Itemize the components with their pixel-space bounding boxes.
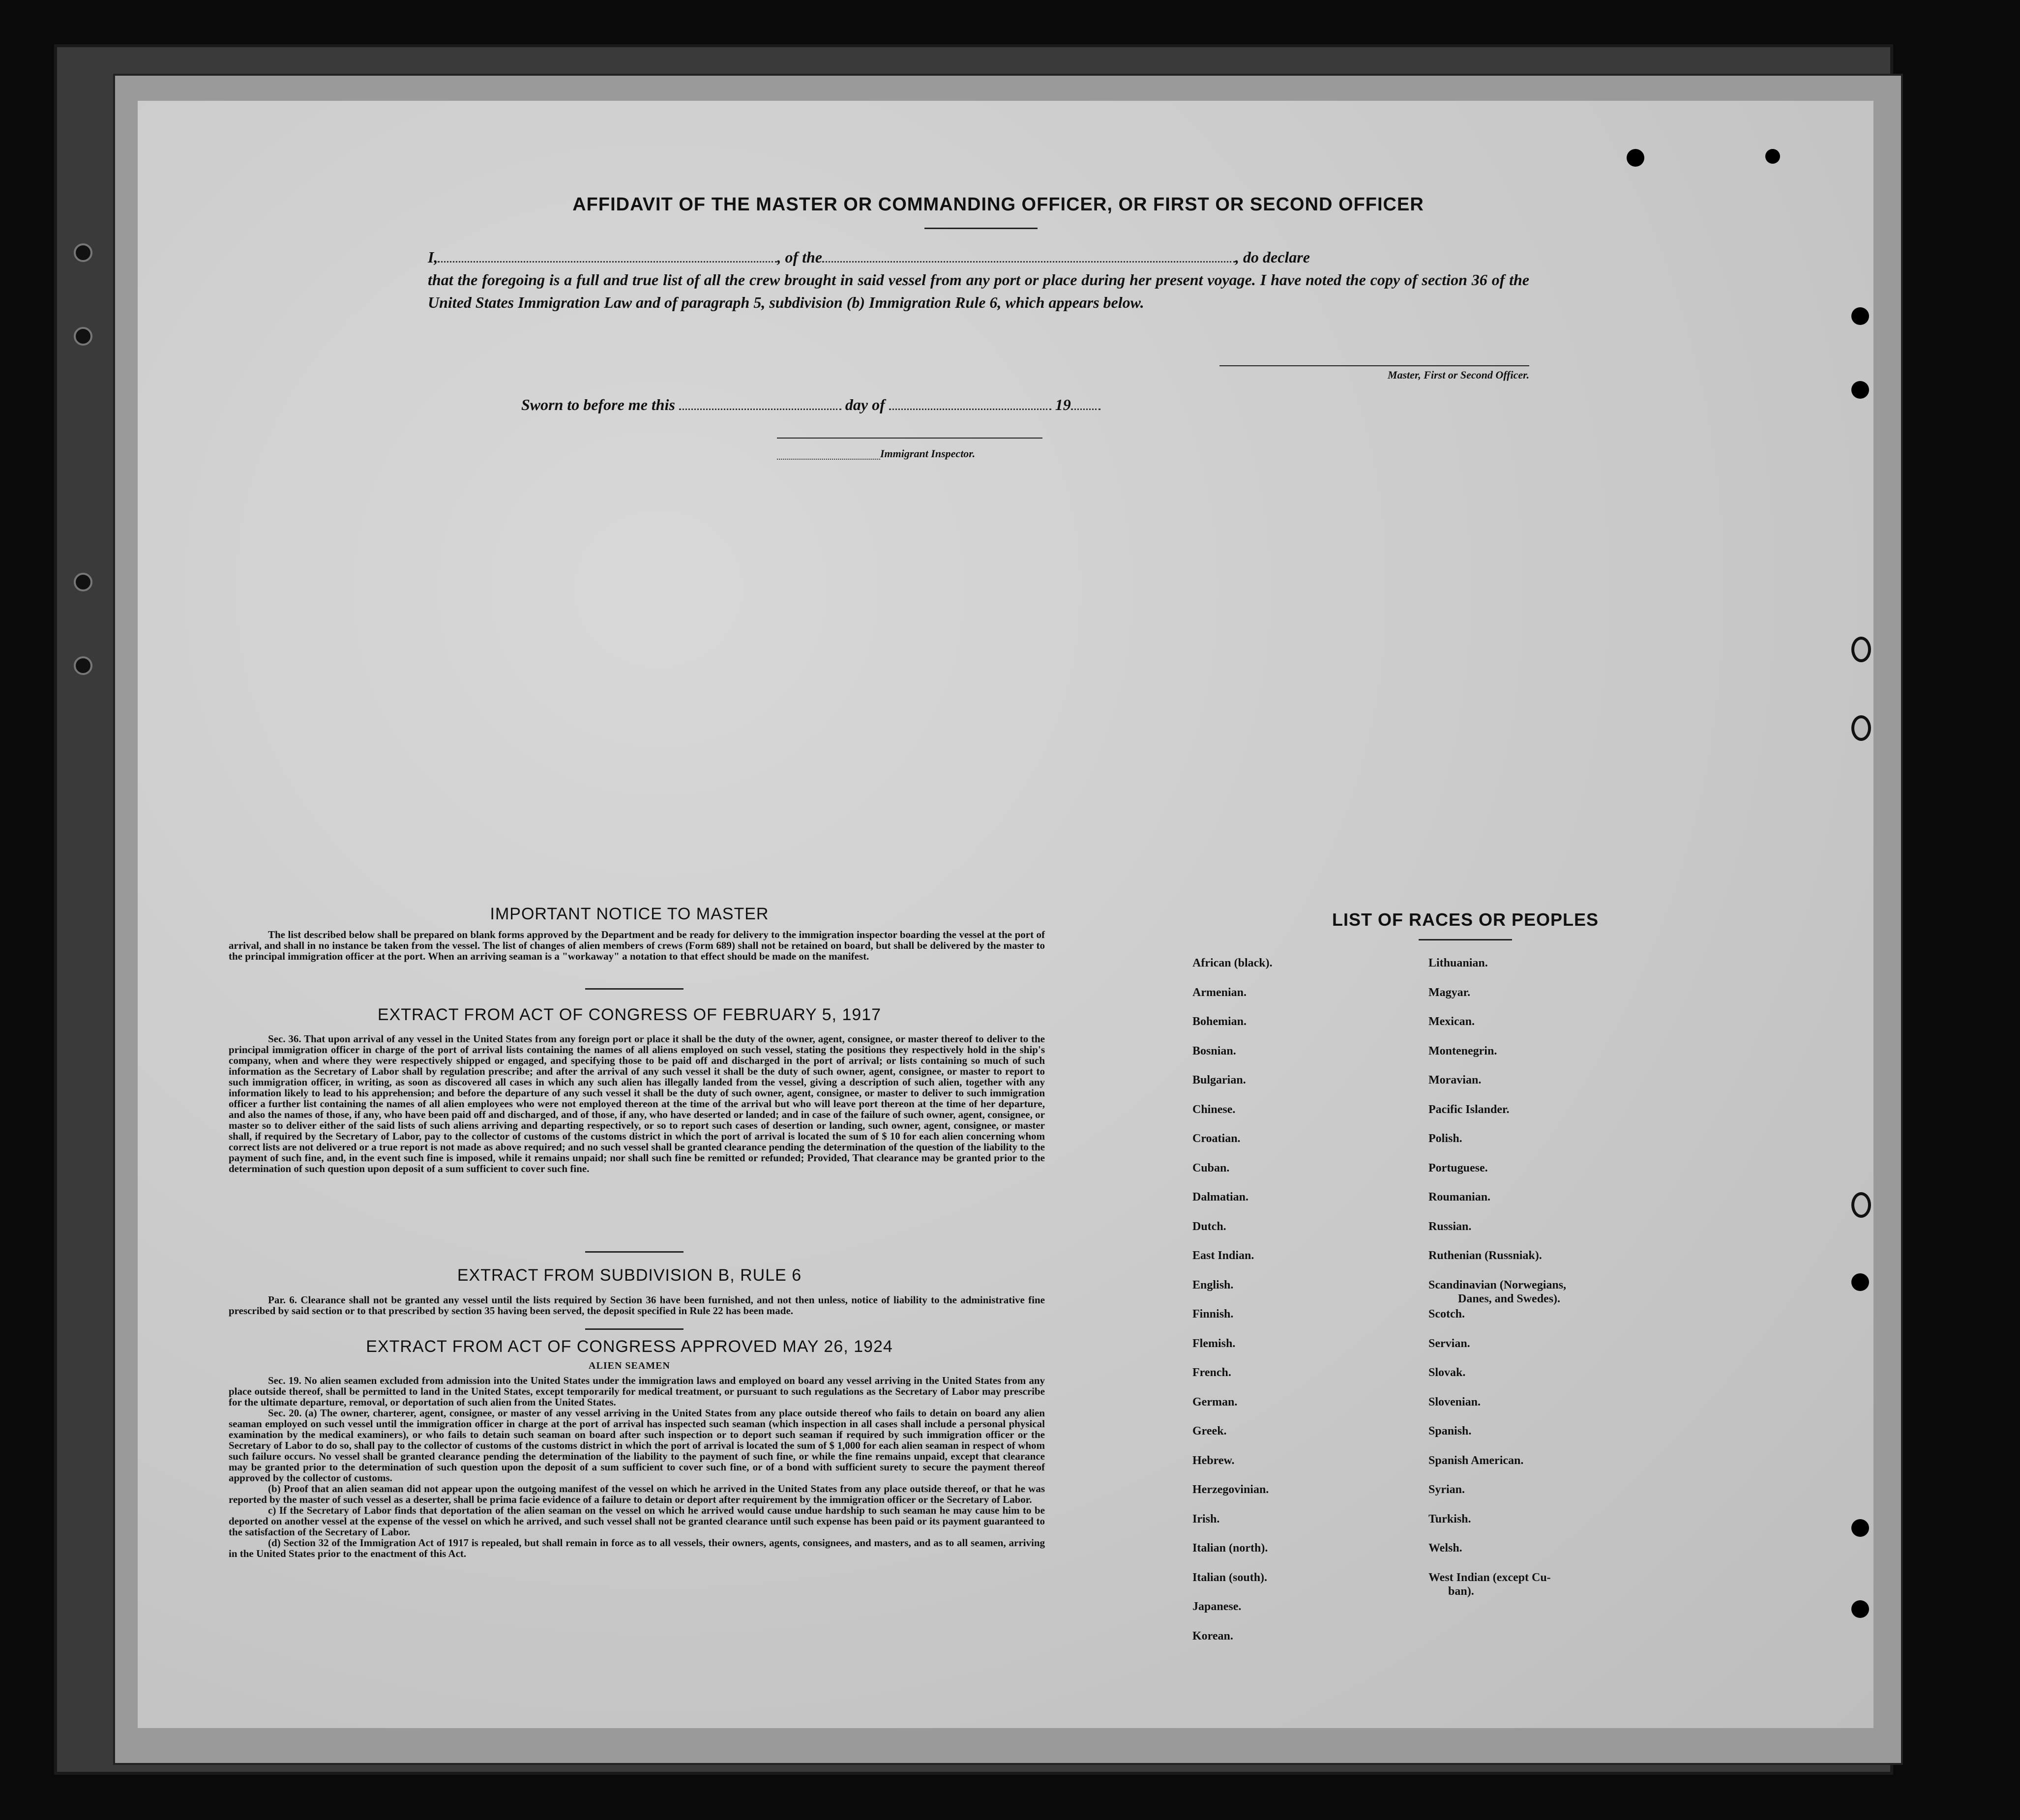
extract-rule6-title: EXTRACT FROM SUBDIVISION B, RULE 6 bbox=[457, 1266, 802, 1285]
race-item bbox=[1428, 1220, 1684, 1249]
extract-1924-subtitle: ALIEN SEAMEN bbox=[589, 1360, 670, 1371]
race-name: Dutch. bbox=[1192, 1220, 1226, 1233]
race-item bbox=[1428, 1132, 1684, 1161]
race-name: Spanish American. bbox=[1428, 1454, 1524, 1467]
race-item bbox=[1428, 1015, 1684, 1044]
race-name: Finnish. bbox=[1192, 1308, 1234, 1321]
race-name: Bosnian. bbox=[1192, 1044, 1236, 1057]
race-name: Slovenian. bbox=[1428, 1395, 1481, 1409]
ring-hole bbox=[1851, 715, 1871, 741]
race-name: Japanese. bbox=[1192, 1600, 1242, 1613]
extract-1924-paragraph: c) If the Secretary of Labor finds that deportation of the alien seaman on the vessel on which he arrived would cause undue hardship to such seaman he may cause him to be deported on another vessel at the expense of the vessel on which he arrived, and such vessel shall not be granted clearance until such expense has been paid or its payment guaranteed to the satisfaction of the Secretary of Labor. bbox=[229, 1504, 1045, 1538]
affidavit-title: AFFIDAVIT OF THE MASTER OR COMMANDING OFFICER, OR FIRST OR SECOND OFFICER bbox=[572, 194, 1424, 215]
extract-1924-title: EXTRACT FROM ACT OF CONGRESS APPROVED MAY 26, 1924 bbox=[366, 1337, 893, 1356]
race-item bbox=[1192, 1629, 1419, 1659]
declaration-text: that the foregoing is a full and true list of all the crew brought in said vessel from any port or place during her present voyage. I have noted the copy of section 36 of the United States Immigration Law and of paragraph 5, subdivision (b) Immigration Rule 6, which appears below. bbox=[428, 271, 1529, 311]
race-name: Magyar. bbox=[1428, 986, 1471, 999]
race-name: East Indian. bbox=[1192, 1249, 1254, 1262]
ring-hole bbox=[1851, 1192, 1871, 1218]
race-item bbox=[1428, 1249, 1684, 1278]
section-divider bbox=[585, 1251, 683, 1253]
race-name: Pacific Islander. bbox=[1428, 1103, 1510, 1116]
punch-hole bbox=[1765, 149, 1780, 164]
day-of-label: day of bbox=[845, 396, 885, 413]
race-name: Korean. bbox=[1192, 1629, 1233, 1643]
ring-hole bbox=[1851, 637, 1871, 662]
race-item bbox=[1428, 1512, 1684, 1542]
race-item bbox=[1428, 1190, 1684, 1220]
extract-rule6-paragraph: Par. 6. Clearance shall not be granted any vessel until the lists required by Section 36 have been furnished, and not then unless, notice of liability to the administrative fine prescribed by said section or to that prescribed by section 35 having been served, the deposit specified in Rule 22 has been made. bbox=[229, 1294, 1045, 1317]
race-item bbox=[1192, 1366, 1419, 1395]
inspector-dotted-line bbox=[777, 459, 880, 460]
race-name: German. bbox=[1192, 1395, 1238, 1409]
race-name: Portuguese. bbox=[1428, 1161, 1488, 1174]
race-item bbox=[1428, 1571, 1684, 1600]
race-name: Chinese. bbox=[1192, 1103, 1236, 1116]
master-signature-caption: Master, First or Second Officer. bbox=[1387, 369, 1529, 381]
race-name: Polish. bbox=[1428, 1132, 1462, 1145]
race-item bbox=[1192, 956, 1419, 986]
race-name-continued: Danes, and Swedes). bbox=[1458, 1292, 1561, 1305]
race-item bbox=[1428, 1073, 1684, 1103]
declaration-line bbox=[428, 246, 1529, 268]
race-item bbox=[1192, 1190, 1419, 1220]
race-item bbox=[1428, 1483, 1684, 1512]
race-name: English. bbox=[1192, 1278, 1234, 1292]
notice-body bbox=[229, 929, 1045, 962]
race-item bbox=[1192, 1600, 1419, 1629]
race-name: Russian. bbox=[1428, 1220, 1472, 1233]
race-name: Dalmatian. bbox=[1192, 1191, 1248, 1204]
race-item bbox=[1192, 1044, 1419, 1074]
race-name: Armenian. bbox=[1192, 986, 1247, 999]
year-prefix: 19 bbox=[1055, 396, 1071, 413]
race-item bbox=[1428, 1395, 1684, 1425]
race-item bbox=[1192, 1073, 1419, 1103]
punch-hole bbox=[74, 573, 92, 591]
race-item bbox=[1192, 1483, 1419, 1512]
races-title: LIST OF RACES OR PEOPLES bbox=[1332, 910, 1599, 930]
inspector-caption bbox=[880, 447, 1175, 460]
race-name: Slovak. bbox=[1428, 1366, 1466, 1379]
extract-1924-body bbox=[229, 1375, 1045, 1559]
punch-hole bbox=[74, 243, 92, 262]
race-item bbox=[1428, 1278, 1684, 1308]
notice-title: IMPORTANT NOTICE TO MASTER bbox=[490, 905, 769, 923]
sworn-line bbox=[521, 396, 1308, 414]
race-item bbox=[1192, 1161, 1419, 1191]
punch-hole bbox=[74, 656, 92, 675]
extract-1917-title: EXTRACT FROM ACT OF CONGRESS OF FEBRUARY 5, 1917 bbox=[377, 1005, 882, 1024]
of-the-label: , of the bbox=[777, 248, 822, 266]
race-item bbox=[1192, 1307, 1419, 1337]
race-name: Scandinavian (Norwegians, bbox=[1428, 1278, 1567, 1292]
race-name: Servian. bbox=[1428, 1337, 1470, 1350]
extract-1924-paragraph: Sec. 20. (a) The owner, charterer, agent, consignee, or master of any vessel arriving in the United States from any place outside thereof who fails to detain on board any alien seaman employed on such vessel until the immigration officer in charge at the port of arrival has inspected such seaman (which inspection in all cases shall include a personal physical examination by the medical examiners), or who fails to detain such seaman on board after such inspection or to deport such seaman if required by such immigration officer or the Secretary of Labor to do so, shall pay to the collector of customs of the customs district in which the port of arrival is located the sum of $ 1,000 for each alien seaman in respect of whom such failure occurs. No vessel shall be granted clearance pending the determination of the liability to the payment of such fine, or while the fine remains unpaid, except that clearance may be granted prior to the determination of such question upon the deposit of a sum sufficient to cover such fine, or of a bond with sufficient surety to secure the payment thereof approved by the collector of customs. bbox=[229, 1407, 1045, 1484]
race-name: Irish. bbox=[1192, 1512, 1220, 1526]
race-name: Greek. bbox=[1192, 1425, 1227, 1438]
race-item bbox=[1192, 1571, 1419, 1600]
race-item bbox=[1428, 1044, 1684, 1074]
race-item bbox=[1192, 1103, 1419, 1132]
race-item bbox=[1192, 1512, 1419, 1542]
race-name: Turkish. bbox=[1428, 1512, 1471, 1526]
do-declare-label: , do declare bbox=[1235, 248, 1310, 266]
race-item bbox=[1428, 1337, 1684, 1366]
race-item bbox=[1428, 1366, 1684, 1395]
extract-1924-paragraph: (d) Section 32 of the Immigration Act of 1917 is repealed, but shall remain in force as to all vessels, their owners, agents, consignees, and masters, and as to all seamen, arriving in the United States prior to the enactment of this Act. bbox=[229, 1537, 1045, 1559]
race-item bbox=[1428, 956, 1684, 986]
race-item bbox=[1428, 986, 1684, 1015]
race-name: Flemish. bbox=[1192, 1337, 1236, 1350]
notice-paragraph: The list described below shall be prepared on blank forms approved by the Department and be ready for delivery to the immigration inspector boarding the vessel at the port of arrival, and shall in no instance be taken from the vessel. The list of changes of alien members of crews (Form 689) shall not be retained on board, but shall be delivered by the master to the principal immigration officer at the port. When an arriving seaman is a "workaway" a notation to that effect should be made on the manifest. bbox=[229, 929, 1045, 962]
i-label: I, bbox=[428, 248, 438, 266]
race-item bbox=[1428, 1307, 1684, 1337]
punch-hole bbox=[1851, 381, 1869, 399]
race-name: Bulgarian. bbox=[1192, 1074, 1246, 1086]
race-item bbox=[1192, 1132, 1419, 1161]
section-divider bbox=[585, 988, 683, 990]
inspector-caption-text: Immigrant Inspector. bbox=[880, 447, 976, 460]
sworn-year-blank bbox=[1071, 409, 1100, 410]
sworn-label: Sworn to before me this bbox=[521, 396, 675, 413]
race-name: Moravian. bbox=[1428, 1074, 1482, 1086]
extract-1924-paragraph: (b) Proof that an alien seaman did not appear upon the outgoing manifest of the vessel on which he arrived in the United States from any place outside thereof, or that he was reported by the master of such vessel as a deserter, shall be prima facie evidence of a failure to detain or deport after requirement by the immigration officer or the Secretary of Labor. bbox=[229, 1483, 1045, 1505]
race-item bbox=[1192, 986, 1419, 1015]
sworn-month-blank bbox=[889, 409, 1051, 410]
race-item bbox=[1428, 1541, 1684, 1571]
punch-hole bbox=[1627, 149, 1644, 167]
race-name: Roumanian. bbox=[1428, 1191, 1491, 1204]
race-item bbox=[1192, 1337, 1419, 1366]
affidavit-body bbox=[428, 246, 1529, 314]
race-name: Herzegovinian. bbox=[1192, 1483, 1269, 1496]
sworn-day-blank bbox=[679, 409, 841, 410]
races-right-column bbox=[1428, 956, 1684, 1600]
race-item bbox=[1428, 1103, 1684, 1132]
race-name: Lithuanian. bbox=[1428, 957, 1488, 969]
inspector-signature-line bbox=[777, 438, 1042, 439]
race-item bbox=[1192, 1249, 1419, 1278]
race-name: Italian (south). bbox=[1192, 1571, 1268, 1584]
race-name: African (black). bbox=[1192, 957, 1273, 969]
race-name: Ruthenian (Russniak). bbox=[1428, 1249, 1542, 1262]
extract-1917-body bbox=[229, 1033, 1045, 1174]
section-divider bbox=[585, 1328, 683, 1330]
races-left-column bbox=[1192, 956, 1419, 1658]
punch-hole bbox=[1851, 307, 1869, 325]
race-item bbox=[1192, 1424, 1419, 1454]
race-name: Hebrew. bbox=[1192, 1454, 1235, 1467]
race-name: Montenegrin. bbox=[1428, 1044, 1497, 1057]
race-name: Croatian. bbox=[1192, 1132, 1241, 1145]
punch-hole bbox=[1851, 1600, 1869, 1618]
race-item bbox=[1192, 1541, 1419, 1571]
race-item bbox=[1192, 1220, 1419, 1249]
race-name: Syrian. bbox=[1428, 1483, 1465, 1496]
punch-hole bbox=[1851, 1519, 1869, 1537]
race-name: Bohemian. bbox=[1192, 1015, 1247, 1028]
race-name: Italian (north). bbox=[1192, 1542, 1268, 1555]
race-item bbox=[1428, 1424, 1684, 1454]
race-item bbox=[1192, 1015, 1419, 1044]
punch-hole bbox=[1851, 1273, 1869, 1291]
race-name-continued: ban). bbox=[1448, 1585, 1474, 1598]
race-name: Mexican. bbox=[1428, 1015, 1475, 1028]
race-item bbox=[1428, 1454, 1684, 1483]
race-item bbox=[1428, 1161, 1684, 1191]
name-blank bbox=[438, 261, 777, 263]
extract-1917-paragraph: Sec. 36. That upon arrival of any vessel in the United States from any foreign port or place it shall be the duty of the owner, agent, consignee, or master thereof to deliver to the principal immigration officer in charge of the port of arrival lists containing the names of all aliens employed on such vessel, stating the positions they respectively hold in the ship's company, when and where they were respectively shipped or engaged, and specifying those to be paid off and discharged in the port of arrival; or lists containing so much of such information as the Secretary of Labor shall by regulation prescribe; and after the arrival of any such vessel it shall be the duty of such owner, agent, consignee, or master to report to such immigration officer, in writing, as soon as discovered all cases in which any such alien has illegally landed from the vessel, giving a description of such alien, together with any information likely to lead to his apprehension; and before the departure of any such vessel it shall be the duty of such owner, agent, consignee, or master to deliver to such immigration officer a further list containing the names of all alien employees who were not employed thereon at the time of the arrival but who will leave port thereon at the time of her departure, and also the names of those, if any, who have been paid off and discharged, and of those, if any, who have deserted or landed; and in case of the failure of such owner, agent, consignee, or master so to deliver either of the said lists of such aliens arriving and departing respectively, or so to report such cases of desertion or landing, such owner, agent, consignee, or master shall, if required by the Secretary of Labor, pay to the collector of customs of the customs district in which the port of arrival is located the sum of $ 10 for each alien concerning whom correct lists are not delivered or a true report is not made as above required; and no such vessel shall be granted clearance pending the determination of the question of the liability to the payment of such fine, and, in the event such fine is imposed, while it remains unpaid; nor shall such fine be remitted or refunded; Provided, That clearance may be granted prior to the determination of such question upon deposit of a sum sufficient to cover such fine. bbox=[229, 1033, 1045, 1174]
race-name: Scotch. bbox=[1428, 1308, 1465, 1321]
race-name: West Indian (except Cu- bbox=[1428, 1571, 1551, 1584]
vessel-blank bbox=[822, 261, 1235, 263]
extract-1924-paragraph: Sec. 19. No alien seamen excluded from admission into the United States under the immigration laws and employed on board any vessel arriving in the United States from any place outside thereof, shall be permitted to land in the United States, except temporarily for medical treatment, or pursuant to such regulations as the Secretary of Labor may prescribe for the ultimate departure, removal, or deportation of such alien from the United States. bbox=[229, 1375, 1045, 1408]
race-name: Cuban. bbox=[1192, 1161, 1230, 1174]
race-name: French. bbox=[1192, 1366, 1231, 1379]
race-item bbox=[1192, 1395, 1419, 1425]
signature-line bbox=[1219, 365, 1529, 366]
title-underline bbox=[924, 228, 1038, 229]
race-item bbox=[1192, 1278, 1419, 1308]
punch-hole bbox=[74, 327, 92, 346]
race-name: Spanish. bbox=[1428, 1425, 1472, 1438]
race-name: Welsh. bbox=[1428, 1542, 1462, 1555]
races-title-underline bbox=[1419, 939, 1512, 940]
race-item bbox=[1192, 1454, 1419, 1483]
extract-rule6-body bbox=[229, 1294, 1045, 1316]
manifest-page bbox=[138, 101, 1873, 1728]
